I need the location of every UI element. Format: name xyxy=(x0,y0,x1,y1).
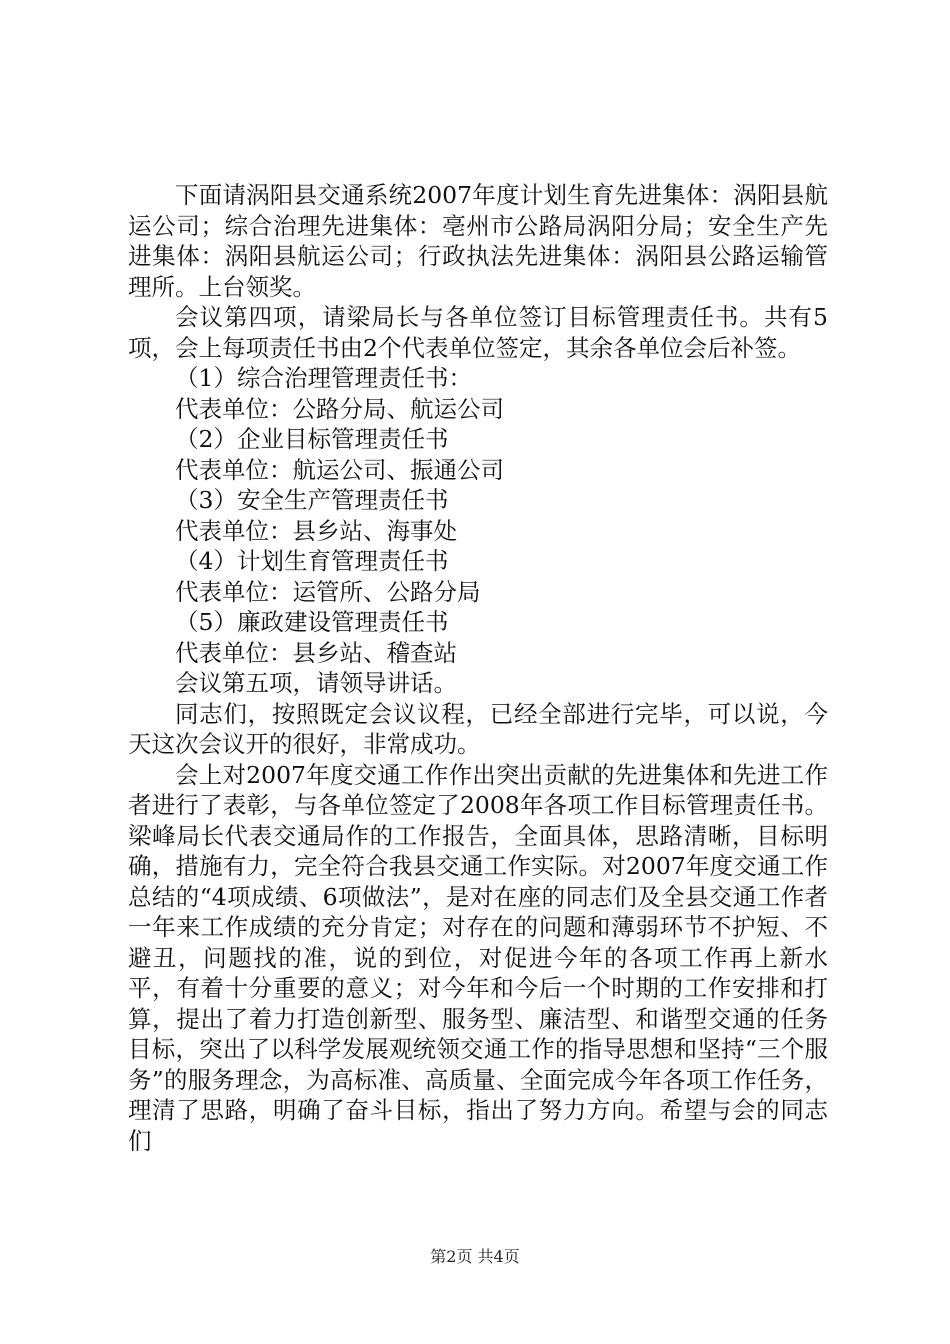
document-body xyxy=(128,180,828,1156)
list-item-3-title: （3）安全生产管理责任书 xyxy=(175,486,449,514)
list-item-1-title: （1）综合治理管理责任书： xyxy=(175,364,472,392)
list-item-5-units: 代表单位：县乡站、稽查站 xyxy=(175,638,457,667)
list-item-2-units: 代表单位：航运公司、振通公司 xyxy=(175,455,504,484)
list-item-4-title: （4）计划生育管理责任书 xyxy=(175,547,449,575)
list-item-2-title: （2）企业目标管理责任书 xyxy=(175,425,449,453)
list-item-5-title: （5）廉政建设管理责任书 xyxy=(175,608,449,636)
page-number-footer: 第2页 共4页 xyxy=(430,1247,520,1266)
list-item-3-units: 代表单位：县乡站、海事处 xyxy=(175,516,457,545)
paragraph-closing-2: 会上对2007年度交通工作作出突出贡献的先进集体和先进工作者进行了表彰，与各单位签定了2008年各项工作目标管理责任书。梁峰局长代表交通局作的工作报告，全面具体，思路清晰，目标明确，措施有力，完全符合我县交通工作实际。对2007年度交通工作总结的“4项成绩、6项做法”，是对在座的同志们及全县交通工作者一年来工作成绩的充分肯定；对存在的问题和薄弱环节不护短、不避丑，问题找的准，说的到位，对促进今年的各项工作再上新水平，有着十分重要的意义；对今年和今后一个时期的工作安排和打算，提出了着力打造创新型、服务型、廉洁型、和谐型交通的任务目标，突出了以科学发展观统领交通工作的指导思想和坚持“三个服务”的服务理念，为高标准、高质量、全面完成今年各项工作任务，理清了思路，明确了奋斗目标，指出了努力方向。希望与会的同志们 xyxy=(128,760,828,1155)
agenda-item-five: 会议第五项，请领导讲话。 xyxy=(175,669,457,697)
list-item-4-units: 代表单位：运管所、公路分局 xyxy=(175,577,481,606)
list-item-1-units: 代表单位：公路分局、航运公司 xyxy=(175,394,504,423)
paragraph-item-four: 会议第四项，请梁局长与各单位签订目标管理责任书。共有5项，会上每项责任书由2个代表单位签定，其余各单位会后补签。 xyxy=(128,303,828,362)
paragraph-awards: 下面请涡阳县交通系统2007年度计划生育先进集体：涡阳县航运公司；综合治理先进集体：亳州市公路局涡阳分局；安全生产先进集体：涡阳县航运公司；行政执法先进集体：涡阳县公路运输管理所。上台领奖。 xyxy=(128,181,828,301)
paragraph-closing-1: 同志们，按照既定会议议程，已经全部进行完毕，可以说，今天这次会议开的很好，非常成功。 xyxy=(128,699,828,758)
